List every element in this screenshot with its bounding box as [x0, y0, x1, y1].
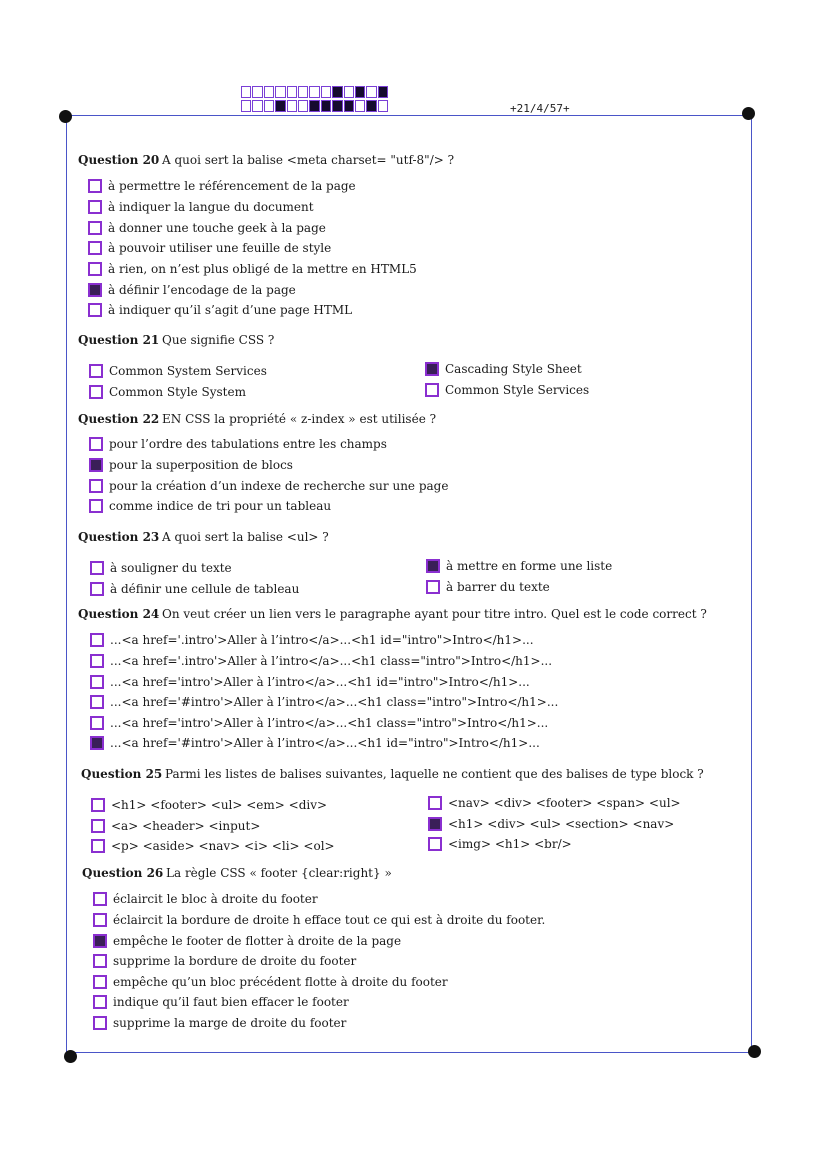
choice-label: pour l’ordre des tabulations entre les champs [109, 436, 387, 451]
barcode-cell [366, 100, 376, 112]
checkbox[interactable] [93, 1016, 107, 1030]
checkbox[interactable] [90, 716, 104, 730]
checkbox[interactable] [93, 995, 107, 1009]
choice[interactable] [90, 580, 299, 597]
barcode-cell [355, 100, 365, 112]
choice[interactable] [89, 435, 387, 452]
checkbox[interactable] [91, 839, 105, 853]
question-text: On veut créer un lien vers le paragraphe ayant pour titre intro. Quel est le code correct ? [162, 607, 707, 621]
choice-label: Common Style System [109, 384, 246, 399]
choice[interactable] [93, 911, 545, 928]
choice-label: à définir l’encodage de la page [108, 282, 296, 297]
checkbox-checked[interactable] [93, 934, 107, 948]
choice[interactable] [89, 456, 293, 473]
choice[interactable] [89, 383, 246, 400]
checkbox[interactable] [91, 798, 105, 812]
choice[interactable] [88, 239, 331, 256]
choice[interactable] [90, 714, 548, 731]
barcode-cell [332, 100, 342, 112]
choice-label: <p> <aside> <nav> <i> <li> <ol> [111, 838, 335, 853]
barcode-cell [332, 86, 342, 98]
barcode-cell [344, 100, 354, 112]
checkbox[interactable] [425, 383, 439, 397]
choice-label: à souligner du texte [110, 560, 232, 575]
choice-label: à barrer du texte [446, 579, 550, 594]
choice[interactable] [425, 360, 582, 377]
choice-label: à donner une touche geek à la page [108, 220, 326, 235]
choice[interactable] [90, 652, 552, 669]
choice-label: à définir une cellule de tableau [110, 581, 300, 596]
checkbox[interactable] [90, 654, 104, 668]
checkbox-checked[interactable] [88, 283, 102, 297]
checkbox[interactable] [88, 221, 102, 235]
choice[interactable] [93, 952, 356, 969]
question-22-title [78, 412, 436, 426]
choice[interactable] [88, 177, 356, 194]
barcode-cell [275, 86, 285, 98]
choice[interactable] [91, 817, 260, 834]
choice-label: empêche qu’un bloc précédent flotte à droite du footer [113, 974, 448, 989]
checkbox[interactable] [89, 385, 103, 399]
checkbox[interactable] [428, 796, 442, 810]
barcode-cell [309, 100, 319, 112]
choice[interactable] [90, 693, 558, 710]
checkbox[interactable] [90, 561, 104, 575]
corner-marker-top-right [742, 107, 755, 120]
checkbox-checked[interactable] [428, 817, 442, 831]
barcode-cell [252, 86, 262, 98]
barcode-cell [275, 100, 285, 112]
question-label: Question 23 [78, 530, 160, 544]
choice[interactable] [88, 281, 296, 298]
checkbox[interactable] [426, 580, 440, 594]
barcode-row-top [241, 86, 389, 98]
choice-label: ...<a href='#intro'>Aller à l’intro</a>...<h1 id="intro">Intro</h1>... [110, 735, 540, 750]
barcode-cell [378, 86, 388, 98]
barcode-cell [321, 86, 331, 98]
checkbox[interactable] [89, 437, 103, 451]
checkbox[interactable] [89, 479, 103, 493]
choice-label: à indiquer qu’il s’agit d’une page HTML [108, 302, 353, 317]
choice[interactable] [89, 497, 331, 514]
question-20-title [78, 153, 454, 167]
barcode-cell [366, 86, 376, 98]
choice[interactable] [88, 260, 417, 277]
question-text: Que signifie CSS ? [162, 333, 275, 347]
choice-label: ...<a href='#intro'>Aller à l’intro</a>...<h1 class="intro">Intro</h1>... [110, 694, 559, 709]
choice-label: pour la création d’un indexe de recherche sur une page [109, 478, 449, 493]
choice[interactable] [88, 219, 326, 236]
choice-label: ...<a href='intro'>Aller à l’intro</a>...<h1 id="intro">Intro</h1>... [110, 674, 530, 689]
question-text: A quoi sert la balise <ul> ? [162, 530, 329, 544]
choice[interactable] [90, 673, 530, 690]
choice-label: <a> <header> <input> [111, 818, 261, 833]
choice[interactable] [93, 890, 318, 907]
question-label: Question 25 [81, 767, 163, 781]
question-26-title [82, 866, 392, 880]
choice-label: ...<a href='intro'>Aller à l’intro</a>...<h1 class="intro">Intro</h1>... [110, 715, 549, 730]
choice[interactable] [426, 557, 612, 574]
barcode-cell [264, 100, 274, 112]
barcode-cell [298, 100, 308, 112]
choice[interactable] [428, 794, 681, 811]
choice[interactable] [89, 477, 448, 494]
barcode-cell [355, 86, 365, 98]
checkbox[interactable] [88, 179, 102, 193]
choice-label: indique qu’il faut bien effacer le footer [113, 994, 349, 1009]
choice-label: ...<a href='.intro'>Aller à l’intro</a>...<h1 class="intro">Intro</h1>... [110, 653, 553, 668]
choice[interactable] [428, 835, 572, 852]
choice-label: comme indice de tri pour un tableau [109, 498, 332, 513]
question-24-title [78, 607, 707, 621]
barcode-row-bottom [241, 100, 389, 112]
choice[interactable] [91, 796, 327, 813]
question-text: A quoi sert la balise <meta charset= "utf-8"/> ? [162, 153, 455, 167]
question-text: EN CSS la propriété « z-index » est utilisée ? [162, 412, 437, 426]
question-25-title [81, 767, 704, 781]
barcode-cell [321, 100, 331, 112]
corner-marker-bottom-left [64, 1050, 77, 1063]
question-label: Question 21 [78, 333, 160, 347]
choice-label: supprime la marge de droite du footer [113, 1015, 347, 1030]
choice-label: <h1> <footer> <ul> <em> <div> [111, 797, 328, 812]
choice[interactable] [89, 362, 267, 379]
checkbox[interactable] [90, 633, 104, 647]
barcode-cell [241, 86, 251, 98]
choice-label: à indiquer la langue du document [108, 199, 314, 214]
question-label: Question 24 [78, 607, 160, 621]
checkbox-checked[interactable] [90, 736, 104, 750]
choice-label: éclaircit la bordure de droite h efface tout ce qui est à droite du footer. [113, 912, 546, 927]
checkbox-checked[interactable] [89, 458, 103, 472]
barcode-cell [287, 100, 297, 112]
checkbox[interactable] [93, 892, 107, 906]
checkbox-checked[interactable] [425, 362, 439, 376]
choice[interactable] [90, 631, 534, 648]
choice-label: <nav> <div> <footer> <span> <ul> [448, 795, 681, 810]
question-23-title [78, 530, 329, 544]
checkbox[interactable] [90, 582, 104, 596]
choice-label: à pouvoir utiliser une feuille de style [108, 240, 332, 255]
choice[interactable] [428, 815, 674, 832]
checkbox-checked[interactable] [426, 559, 440, 573]
choice-label: <h1> <div> <ul> <section> <nav> [448, 816, 675, 831]
choice[interactable] [426, 578, 550, 595]
choice-label: ...<a href='.intro'>Aller à l’intro</a>...<h1 id="intro">Intro</h1>... [110, 632, 534, 647]
choice[interactable] [93, 932, 401, 949]
corner-marker-bottom-right [748, 1045, 761, 1058]
checkbox[interactable] [88, 262, 102, 276]
choice[interactable] [90, 734, 540, 751]
barcode-cell [378, 100, 388, 112]
barcode-cell [298, 86, 308, 98]
choice-label: à rien, on n’est plus obligé de la mettre en HTML5 [108, 261, 417, 276]
choice-label: supprime la bordure de droite du footer [113, 953, 357, 968]
checkbox[interactable] [90, 675, 104, 689]
choice-label: éclaircit le bloc à droite du footer [113, 891, 318, 906]
barcode-cell [287, 86, 297, 98]
choice-label: Common System Services [109, 363, 267, 378]
checkbox[interactable] [93, 975, 107, 989]
question-text: Parmi les listes de balises suivantes, laquelle ne contient que des balises de type block ? [165, 767, 704, 781]
choice[interactable] [88, 301, 352, 318]
checkbox[interactable] [88, 241, 102, 255]
question-21-title [78, 333, 274, 347]
choice[interactable] [93, 973, 448, 990]
barcode-cell [309, 86, 319, 98]
choice-label: à mettre en forme une liste [446, 558, 613, 573]
checkbox[interactable] [428, 837, 442, 851]
choice-label: <img> <h1> <br/> [448, 836, 572, 851]
choice-label: à permettre le référencement de la page [108, 178, 356, 193]
question-label: Question 22 [78, 412, 160, 426]
choice[interactable] [91, 837, 335, 854]
choice[interactable] [88, 198, 314, 215]
choice-label: Cascading Style Sheet [445, 361, 582, 376]
checkbox[interactable] [90, 695, 104, 709]
checkbox[interactable] [91, 819, 105, 833]
barcode-cell [252, 100, 262, 112]
corner-marker-top-left [59, 110, 72, 123]
sheet-id-code: +21/4/57+ [510, 102, 570, 115]
question-label: Question 20 [78, 153, 160, 167]
choice[interactable] [93, 1014, 346, 1031]
choice-label: empêche le footer de flotter à droite de la page [113, 933, 402, 948]
checkbox[interactable] [89, 499, 103, 513]
choice[interactable] [90, 559, 232, 576]
barcode-cell [241, 100, 251, 112]
checkbox[interactable] [89, 364, 103, 378]
choice[interactable] [93, 993, 349, 1010]
choice-label: pour la superposition de blocs [109, 457, 293, 472]
checkbox[interactable] [93, 913, 107, 927]
barcode-cell [344, 86, 354, 98]
question-label: Question 26 [82, 866, 164, 880]
checkbox[interactable] [88, 200, 102, 214]
barcode-cell [264, 86, 274, 98]
checkbox[interactable] [93, 954, 107, 968]
choice[interactable] [425, 381, 589, 398]
choice-label: Common Style Services [445, 382, 590, 397]
question-text: La règle CSS « footer {clear:right} » [166, 866, 392, 880]
checkbox[interactable] [88, 303, 102, 317]
